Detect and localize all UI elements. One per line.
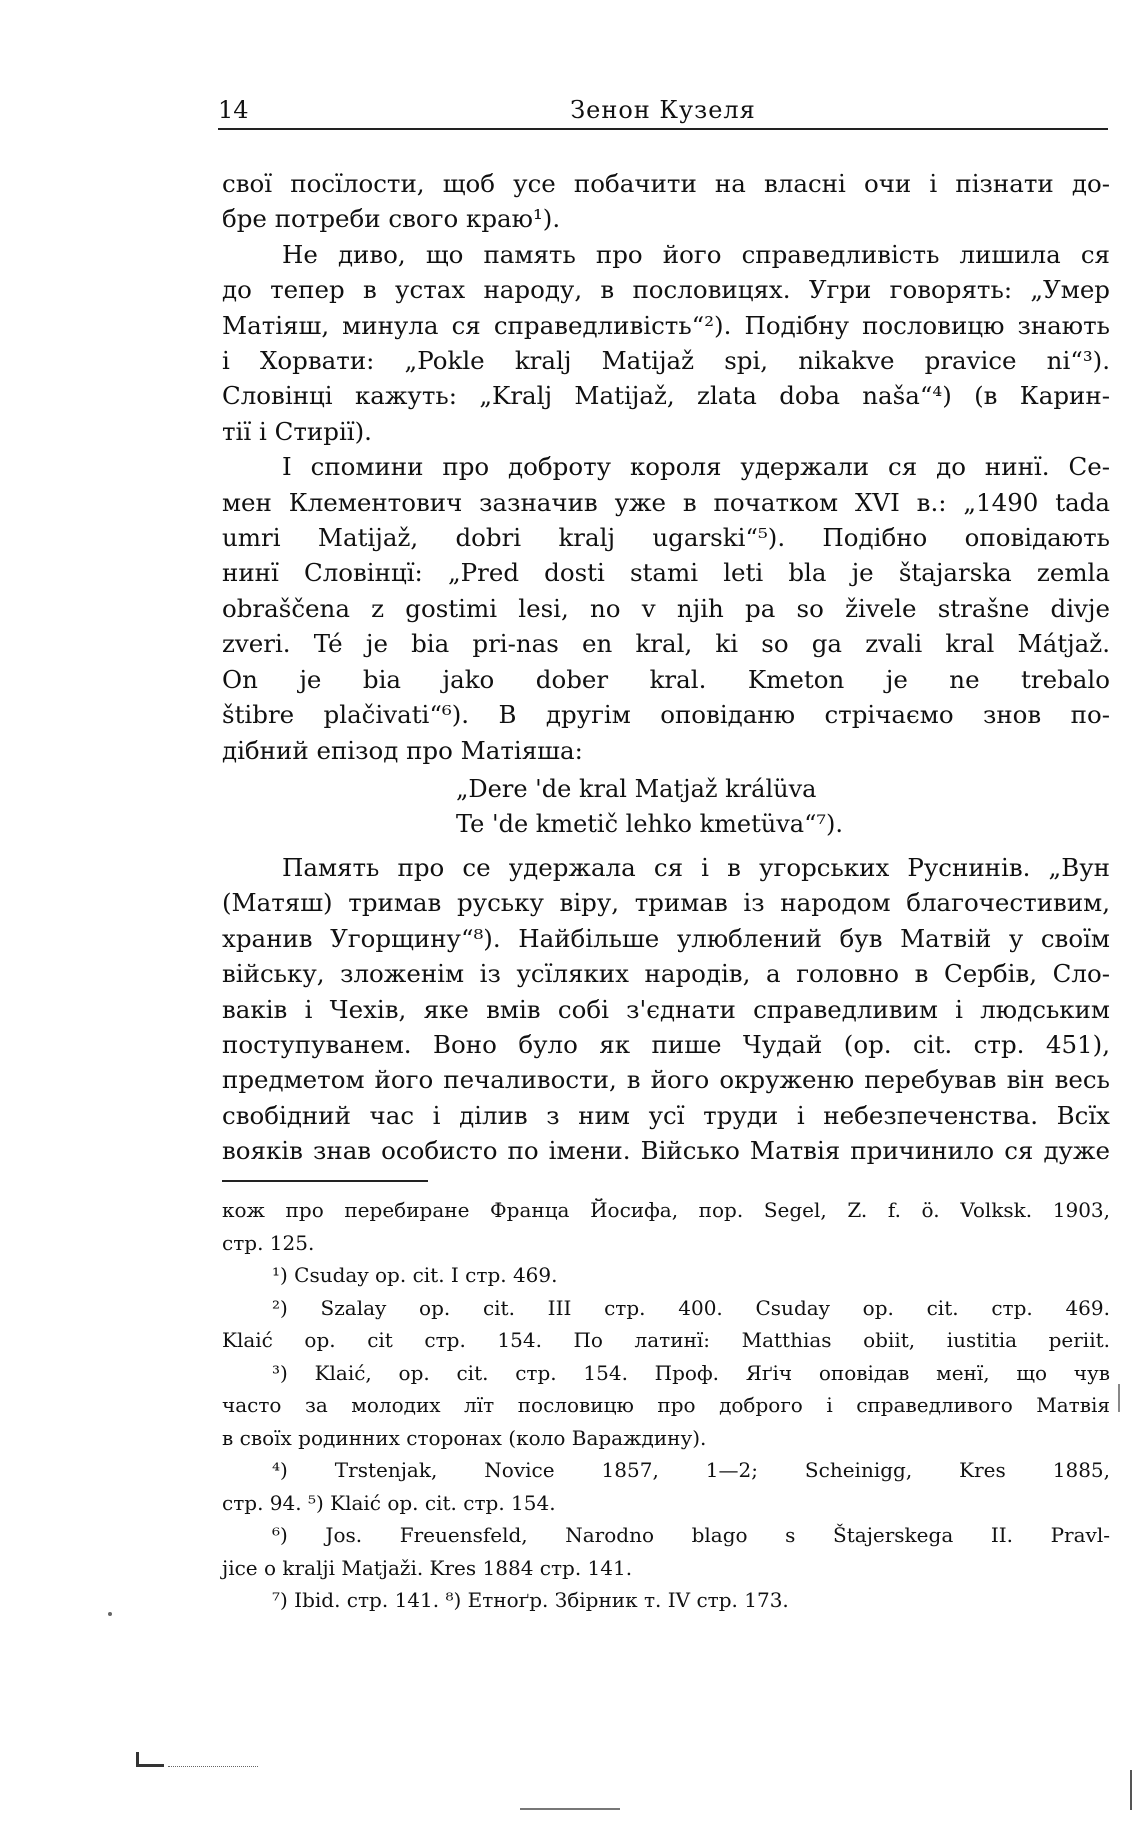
verse-line: Te 'de kmetič lehko kmetüva“⁷). xyxy=(456,810,843,838)
text-line: zveri. Té je bia pri-nas en kral, ki so ga zvali kral Mátjaž. xyxy=(222,629,1110,659)
page-header xyxy=(218,96,1108,126)
text-line: предметом його печаливости, в його окруженю перебував він весь xyxy=(222,1065,1110,1095)
text-line: мен Клементович зазначив уже в початком XVI в.: „1490 tada xyxy=(222,487,1110,517)
scan-mark xyxy=(1060,1770,1132,1810)
main-text xyxy=(222,166,1110,768)
footnote-line: ³) Klaić, op. cit. стр. 154. Проф. Яґіч оповідав менї, що чув xyxy=(272,1360,1110,1385)
text-line: ваків і Чехів, яке вмів собі з'єднати справедливим і людським xyxy=(222,994,1110,1024)
text-line: Память про се удержала ся і в угорських Руснинів. „Вун xyxy=(282,853,1110,882)
scan-mark xyxy=(168,1766,258,1767)
footnote-line: часто за молодих лїт пословицю про доброго і справедливого Матвія xyxy=(222,1393,1110,1417)
main-text-continued xyxy=(222,850,1110,1169)
footnote-line: в своїх родинних сторонах (коло Вараждину). xyxy=(222,1425,707,1450)
text-line: štibre plačivati“⁶). В другім оповіданю стрічаємо знов по- xyxy=(222,700,1110,730)
text-line: війську, зложенім із усїляких народів, а головно в Сербів, Сло- xyxy=(222,959,1110,989)
footnote-line: стр. 94. ⁵) Klaić op. cit. стр. 154. xyxy=(222,1490,556,1515)
text-line: до тепер в устах народу, в пословицях. Угри говорять: „Умер xyxy=(222,275,1110,305)
verse-quote xyxy=(456,772,843,842)
text-line: obraščena z gostimi lesi, no v njih pa so živele strašne divje xyxy=(222,593,1110,623)
verse-line: „Dere 'de kral Matjaž králüva xyxy=(456,775,817,803)
header-rule xyxy=(218,128,1108,130)
footnote-line: jice o kralji Matjaži. Kres 1884 стр. 141. xyxy=(222,1555,633,1580)
footnotes xyxy=(222,1194,1110,1617)
footnote-line: кож про перебиране Франца Йосифа, пор. Segel, Z. f. ö. Volksk. 1903, xyxy=(222,1198,1110,1222)
page-number: 14 xyxy=(218,96,249,124)
text-line: бре потреби свого краю¹). xyxy=(222,204,561,234)
text-line: Матіяш, минула ся справедливість“²). Подібну пословицю знають xyxy=(222,310,1110,340)
scan-mark xyxy=(1118,1384,1120,1412)
text-line: хранив Угорщину“⁸). Найбільше улюблений був Матвій у своїм xyxy=(222,923,1110,953)
text-line: Словінці кажуть: „Kralj Matijaž, zlata doba naša“⁴) (в Карин- xyxy=(222,381,1110,411)
footnote-line: ⁷) Ibid. стр. 141. ⁸) Етноґр. Збірник т. IV стр. 173. xyxy=(272,1588,789,1612)
footnote-line: ⁴) Trstenjak, Novice 1857, 1—2; Scheinigg, Kres 1885, xyxy=(272,1458,1110,1482)
footnote-line: Klaić op. cit стр. 154. По латинї: Matthias obiit, iustitia periit. xyxy=(222,1328,1110,1352)
text-line: поступуванем. Воно було як пише Чудай (op. cit. стр. 451), xyxy=(222,1030,1110,1060)
scan-mark xyxy=(108,1612,112,1616)
footnote-rule xyxy=(222,1180,428,1182)
text-line: і Хорвати: „Pokle kralj Matijaž spi, nikakve pravice ni“³). xyxy=(222,346,1110,376)
scan-mark xyxy=(136,1764,164,1767)
text-line: І спомини про доброту короля удержали ся до нинї. Се- xyxy=(282,452,1110,482)
footnote-line: ²) Szalay op. cit. III стр. 400. Csuday op. cit. стр. 469. xyxy=(272,1295,1110,1320)
text-line: свої посїлости, щоб усе побачити на власні очи і пізнати до- xyxy=(222,169,1110,198)
scan-mark xyxy=(136,1752,139,1766)
text-line: дібний епізод про Матіяша: xyxy=(222,735,583,765)
running-title: Зенон Кузеля xyxy=(570,96,756,124)
text-line: umri Matijaž, dobri kralj ugarski“⁵). Подібно оповідають xyxy=(222,523,1110,553)
footnote-line: ¹) Csuday op. cit. I стр. 469. xyxy=(272,1263,558,1287)
footnote-line: стр. 125. xyxy=(222,1230,315,1255)
scan-mark xyxy=(520,1808,620,1810)
footnote-line: ⁶) Jos. Freuensfeld, Narodno blago s Štajerskega II. Pravl- xyxy=(272,1523,1110,1547)
text-line: свобідний час і ділив з ним усї труди і небезпеченства. Всїх xyxy=(222,1100,1110,1130)
text-line: Не диво, що память про його справедливість лишила ся xyxy=(282,239,1110,269)
text-line: (Матяш) тримав руську віру, тримав із народом благочестивим, xyxy=(222,888,1110,918)
text-line: нинї Словінцї: „Pred dosti stami leti bla je štajarska zemla xyxy=(222,558,1110,588)
text-line: On je bia jako dober kral. Kmeton je ne trebalo xyxy=(222,664,1110,694)
text-line: вояків знав особисто по імени. Військо Матвія причинило ся дуже xyxy=(222,1136,1110,1166)
text-line: тії і Стирії). xyxy=(222,416,372,446)
